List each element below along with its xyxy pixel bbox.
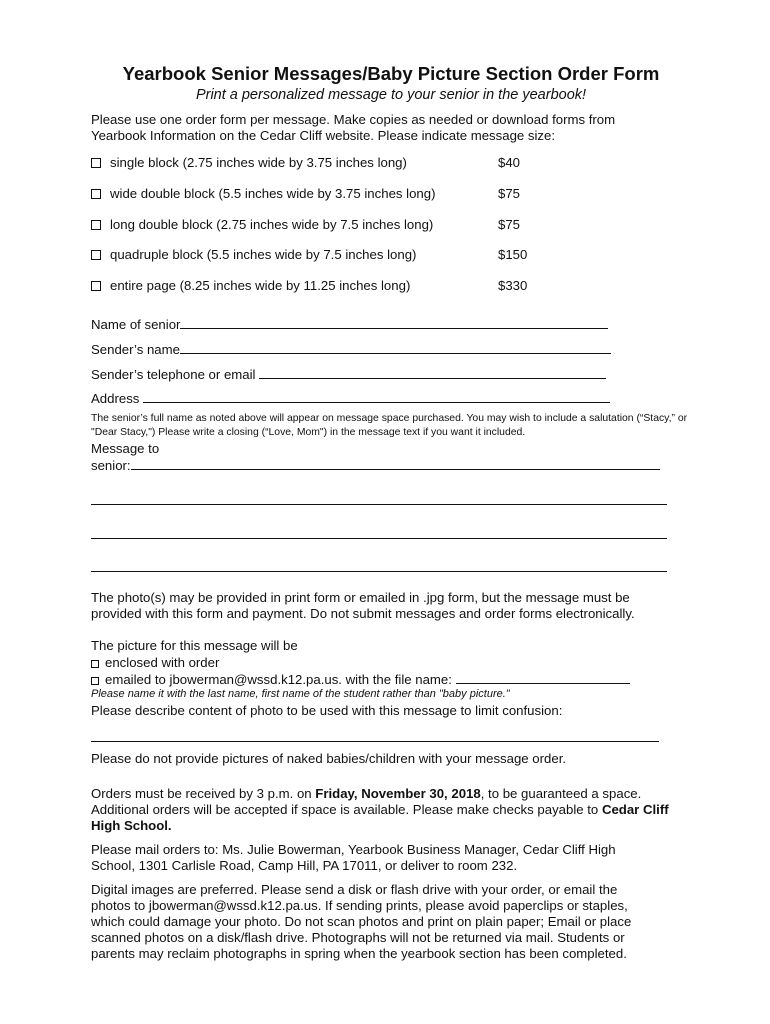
field-label: Sender’s name [91, 342, 180, 357]
field-label: Name of senior [91, 317, 181, 332]
size-price: $75 [498, 186, 521, 201]
orders-deadline-text [91, 786, 671, 834]
checkbox-icon[interactable] [91, 660, 99, 668]
checkbox-icon[interactable] [91, 677, 99, 685]
message-label: Message to [91, 441, 160, 456]
address-input[interactable] [143, 390, 610, 403]
file-name-input[interactable] [456, 671, 630, 684]
size-price: $40 [498, 155, 521, 170]
size-price: $150 [498, 247, 528, 262]
checkbox-icon[interactable] [91, 220, 101, 230]
picture-option-emailed[interactable] [91, 671, 630, 687]
describe-label: Please describe content of photo to be used with this message to limit confusion: [91, 703, 563, 718]
file-name-note: Please name it with the last name, first name of the student rather than "baby picture." [91, 688, 510, 700]
deadline-date: Friday, November 30, 2018 [315, 786, 481, 801]
size-option-single[interactable] [91, 155, 651, 173]
mail-instructions: Please mail orders to: Ms. Julie Bowerman, Yearbook Business Manager, Cedar Cliff High School, 1301 Carlisle Road, Camp Hill, PA 17011, or deliver to room 232. [91, 842, 616, 873]
size-price: $75 [498, 217, 521, 232]
message-input-line[interactable] [131, 457, 660, 470]
field-label: Sender’s telephone or email [91, 367, 256, 382]
form-subtitle: Print a personalized message to your senior in the yearbook! [195, 87, 587, 103]
size-label: long double block (2.75 inches wide by 7.5 inches long) [110, 217, 434, 232]
field-label: senior: [91, 458, 131, 473]
message-input-line[interactable] [91, 538, 667, 539]
size-option-quadruple[interactable] [91, 247, 651, 265]
checkbox-icon[interactable] [91, 158, 101, 168]
size-label: wide double block (5.5 inches wide by 3.75 inches long) [110, 186, 436, 201]
message-field[interactable] [91, 457, 660, 473]
salutation-note: The senior’s full name as noted above will appear on message space purchased. You may wish to include a salutation (“Stacy,” or "Dear Stacy,") Please write a closing (“Love, Mom") in the message text if you want it included. [91, 413, 688, 438]
checkbox-icon[interactable] [91, 250, 101, 260]
size-option-long-double[interactable] [91, 217, 651, 235]
senders-contact-input[interactable] [259, 366, 606, 379]
size-label: entire page (8.25 inches wide by 11.25 inches long) [110, 278, 411, 293]
senders-name-input[interactable] [180, 341, 611, 354]
orders-text: Orders must be received by 3 p.m. on [91, 786, 316, 801]
photo-note: The photo(s) may be provided in print form or emailed in .jpg form, but the message must be provided with this form and payment. Do not submit messages and order forms electronically. [91, 590, 635, 621]
field-label: Address [91, 391, 140, 406]
intro-text: Please use one order form per message. Make copies as needed or download forms from Yearbook Information on the Cedar Cliff website. Please indicate message size: [91, 112, 616, 143]
size-label: single block (2.75 inches wide by 3.75 inches long) [110, 155, 407, 170]
orders-text: , to be guaranteed a space. Additional orders will be accepted if space is available. Please make checks payable to [91, 786, 642, 817]
naked-note: Please do not provide pictures of naked babies/children with your message order. [91, 751, 567, 766]
size-option-wide-double[interactable] [91, 186, 651, 204]
option-label: emailed to jbowerman@wssd.k12.pa.us. with the file name: [105, 672, 452, 687]
size-price: $330 [498, 278, 528, 293]
picture-intro: The picture for this message will be [91, 638, 298, 653]
name-of-senior-field[interactable] [91, 316, 608, 332]
describe-input-line[interactable] [91, 741, 659, 742]
picture-option-enclosed[interactable] [91, 655, 219, 670]
digital-instructions: Digital images are preferred. Please send a disk or flash drive with your order, or email the photos to jbowerman@wssd.k12.pa.us. If sending prints, please avoid paperclips or staples, which could damage your photo. Do not scan photos and print on plain paper; Email or place scanned photos on a disk/flash drive. Photographs will not be returned via mail. Students or parents may reclaim photographs in spring when the yearbook section has been completed. [91, 882, 632, 961]
name-of-senior-input[interactable] [180, 316, 608, 329]
senders-name-field[interactable] [91, 341, 611, 357]
payee-name: Cedar Cliff High School. [91, 802, 669, 833]
size-option-entire-page[interactable] [91, 278, 651, 296]
size-label: quadruple block (5.5 inches wide by 7.5 inches long) [110, 247, 417, 262]
form-title: Yearbook Senior Messages/Baby Picture Section Order Form [122, 63, 660, 84]
message-input-line[interactable] [91, 571, 667, 572]
message-input-line[interactable] [91, 504, 667, 505]
senders-contact-field[interactable] [91, 366, 606, 382]
checkbox-icon[interactable] [91, 189, 101, 199]
checkbox-icon[interactable] [91, 281, 101, 291]
option-label: enclosed with order [105, 655, 220, 670]
address-field[interactable] [91, 390, 610, 406]
